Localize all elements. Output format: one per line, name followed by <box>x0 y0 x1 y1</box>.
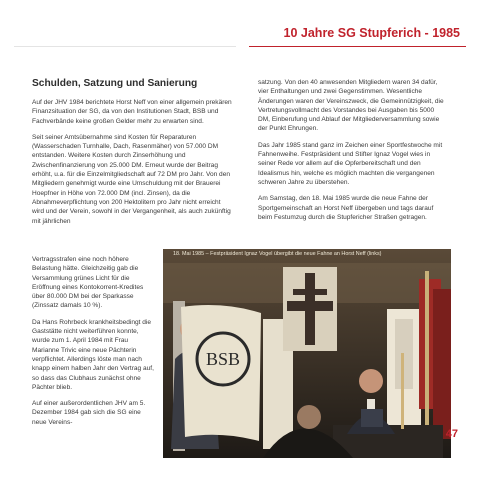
event-photo <box>163 249 451 458</box>
paragraph: Auf der JHV 1984 berichtete Horst Neff von einer allgemein prekären Finanzsituation der SG, da von den Institutionen Stadt, BSB und Fachverbände keine großen Gelder mehr zu erwarten sind. <box>32 99 232 125</box>
photo-caption: 18. Mai 1985 – Festpräsident Ignaz Vogel übergibt die neue Fahne an Horst Neff (links) <box>173 251 382 257</box>
page-header-title: 10 Jahre SG Stupferich - 1985 <box>283 26 460 40</box>
header-divider-left <box>14 46 236 47</box>
paragraph: Seit seiner Amtsübernahme sind Kosten für Reparaturen (Wasserschaden Turnhalle, Dach, Rasenmäher) von 57.000 DM entstanden. Weitere Kosten durch Zinserhöhung und Zwischenfinanzierung von 25.000 DM. Erneut wurde der Beitrag erhöht, u.a. für die Einzelmitgliedschaft auf 72 DM pro Jahr. Von den Mitgliedern genehmigt wurde eine Umschuldung mit der Brauerei Hoepfner in Höhe von 72.000 DM (incl. Zinsen), da die Abnahmeverpflichtung von 200 Hektolitern pro Jahr nicht erreicht wird und der Verein, sowohl in der Vergangenheit, als auch zukünftig mit jährlichen <box>32 133 231 225</box>
photo-illustration <box>163 249 451 458</box>
left-narrow-column-text <box>32 255 155 434</box>
left-column-text <box>32 98 232 233</box>
paragraph: Das Jahr 1985 stand ganz im Zeichen einer Sportfestwoche mit Fahnenweihe. Festpräsident und Stifter Ignaz Vogel wies in seiner Rede vor allem auf die Opferbereitschaft und den Idealismus hin, welche es möglich machten die vergangenen schweren Jahre zu überstehen. <box>258 141 443 186</box>
paragraph: Am Samstag, den 18. Mai 1985 wurde die neue Fahne der Sportgemeinschaft an Horst Neff übergeben und tags darauf beim Festumzug durch die Stupfericher Straßen getragen. <box>258 195 434 221</box>
section-heading: Schulden, Satzung und Sanierung <box>32 78 198 89</box>
paragraph: Da Hans Rohrbeck krankheitsbedingt die Gaststätte nicht weiterführen konnte, wurde zum 1. April 1984 mit Frau Marianne Trivic eine neue Pächterin verpflichtet. Allerdings löste man nach knapp einem halben Jahr den Vertrag auf, so dass das Clubhaus zunächst ohne Pächter blieb. <box>32 318 154 391</box>
right-column-text <box>258 78 446 229</box>
header-divider <box>249 46 466 47</box>
flag-monogram: BSB <box>205 349 241 369</box>
paragraph: satzung. Von den 40 anwesenden Mitgliedern waren 34 dafür, vier Enthaltungen und zwei Gegenstimmen. Wesentliche Änderungen waren der Vereinszweck, die Gemeinnützigkeit, die Vertretungsvollmacht des Vorstandes bei Ausgaben bis 5000 DM, Einberufung und Ablauf der Mitgliederversammlung sowie der Punkt Ehrungen. <box>258 79 444 133</box>
page-number: 47 <box>445 428 458 440</box>
paragraph: Auf einer außerordentlichen JHV am 5. Dezember 1984 gab sich die SG eine neue Vereins- <box>32 400 146 426</box>
paragraph: Vertragsstrafen eine noch höhere Belastung hätte. Gleichzeitig gab die Versammlung grünes Licht für die Eröffnung eines Kontokorrent-Kredites über 80.000 DM bei der Sparkasse (Zinssatz damals 10 %). <box>32 256 144 310</box>
